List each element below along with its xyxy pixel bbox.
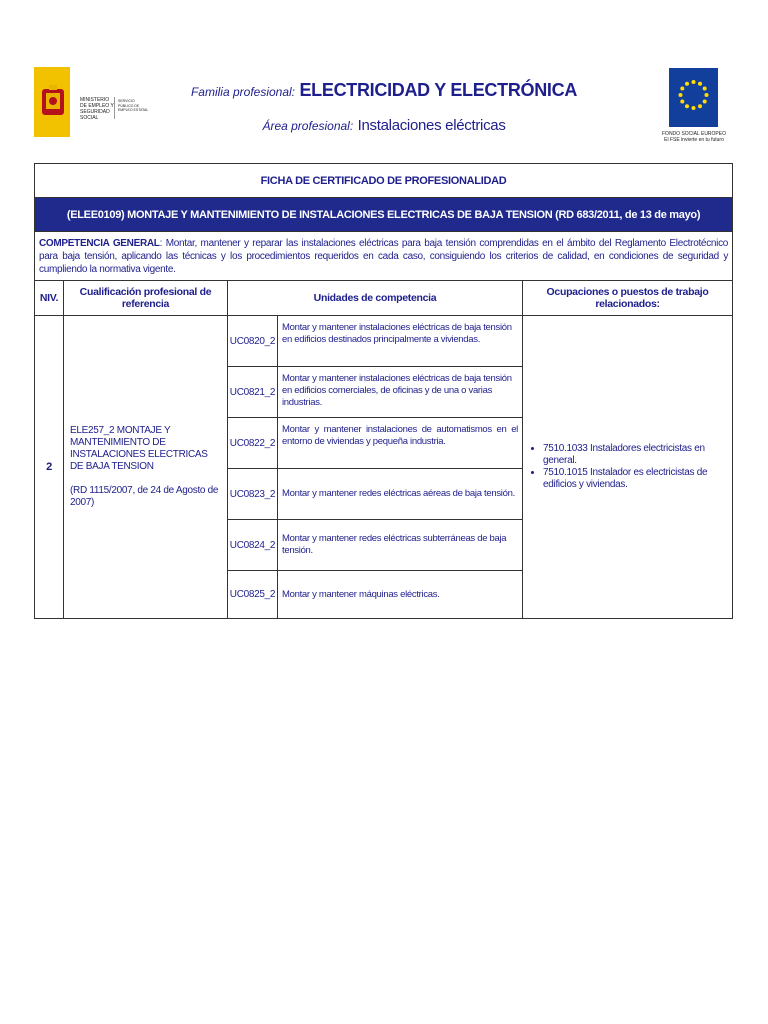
unit-row — [228, 571, 522, 618]
list-item: • 7510.1033 Instaladores electricistas en general. — [543, 443, 726, 467]
niv-value: 2 — [35, 316, 64, 619]
unit-code: UC0820_2 — [228, 316, 278, 366]
unit-code: UC0822_2 — [228, 418, 278, 468]
unit-description: Montar y mantener instalaciones eléctricas de baja tensión en edificios comerciales, de oficinas y de una o varias industrias. — [282, 373, 512, 408]
competencia-label: COMPETENCIA GENERAL — [39, 237, 160, 249]
eu-flag-icon — [669, 68, 718, 127]
eu-caption-title: FONDO SOCIAL EUROPEO — [662, 131, 726, 137]
familia-label: Familia profesional: — [190, 85, 296, 99]
unit-code: UC0824_2 — [228, 520, 278, 570]
competencia-text: : Montar, mantener y reparar las instalaciones eléctricas para baja tensión comprendidas en el ámbito del Reglamento Electrotécnico para baja tensión, aplicando las técnicas y los procedimientos requeridos en cada caso, consiguiendo los criterios de calidad, en condiciones de seguridad y cumpliendo la normativa vigente. — [39, 237, 729, 275]
occupations-list — [529, 443, 726, 491]
unit-row — [228, 418, 522, 469]
unit-description: Montar y mantener instalaciones de automatismos en el entorno de viviendas y pequeña industria. — [282, 424, 518, 447]
familia-value: ELECTRICIDAD Y ELECTRÓNICA — [299, 80, 578, 100]
eu-caption-tagline: El FSE invierte en tu futuro — [664, 137, 724, 143]
col-header-qualification: Cualificación profesional de referencia — [64, 281, 228, 316]
occupations-cell — [523, 316, 733, 619]
unit-row — [228, 469, 522, 520]
unit-row — [228, 367, 522, 418]
area-value: Instalaciones eléctricas — [357, 117, 506, 134]
certificate-title: (ELEE0109) MONTAJE Y MANTENIMIENTO DE INSTALACIONES ELECTRICAS DE BAJA TENSION (RD 683/2011, de 13 de mayo) — [35, 198, 733, 232]
unit-row — [228, 316, 522, 367]
area-profesional — [0, 117, 768, 135]
eu-stars-icon — [669, 68, 718, 127]
unit-row — [228, 520, 522, 571]
col-header-units: Unidades de competencia — [228, 281, 523, 316]
area-label: Área profesional: — [262, 119, 354, 133]
ministry-logo-text: MINISTERIO DE EMPLEO Y SEGURIDAD SOCIAL — [80, 97, 114, 121]
certificate-table — [34, 163, 733, 619]
qualification-name: ELE257_2 MONTAJE Y MANTENIMIENTO DE INSTALACIONES ELECTRICAS DE BAJA TENSION — [70, 425, 208, 472]
unit-description: Montar y mantener instalaciones eléctricas de baja tensión en edificios destinados principalmente a viviendas. — [282, 322, 512, 345]
competencia-general — [35, 232, 733, 281]
ficha-title: FICHA DE CERTIFICADO DE PROFESIONALIDAD — [35, 164, 733, 198]
qualification-cell — [64, 316, 228, 619]
unit-description: Montar y mantener máquinas eléctricas. — [282, 588, 440, 600]
unit-code: UC0821_2 — [228, 367, 278, 417]
eu-caption — [654, 131, 734, 143]
unit-description: Montar y mantener redes eléctricas subterráneas de baja tensión. — [282, 533, 507, 556]
unit-code: UC0823_2 — [228, 469, 278, 519]
col-header-occupations: Ocupaciones o puestos de trabajo relacionados: — [523, 281, 733, 316]
unit-code: UC0825_2 — [228, 571, 278, 618]
list-item: • 7510.1015 Instalador es electricistas de edificios y viviendas. — [543, 467, 726, 491]
qualification-rd: (RD 1115/2007, de 24 de Agosto de 2007) — [70, 485, 219, 508]
ministry-sub-text: SERVICIO PÚBLICO DE EMPLEO ESTATAL — [118, 99, 149, 112]
units-cell — [228, 316, 523, 619]
table-row — [35, 316, 733, 619]
familia-profesional — [0, 80, 768, 101]
unit-description: Montar y mantener redes eléctricas aéreas de baja tensión. — [282, 488, 515, 499]
col-header-niv: NIV. — [35, 281, 64, 316]
